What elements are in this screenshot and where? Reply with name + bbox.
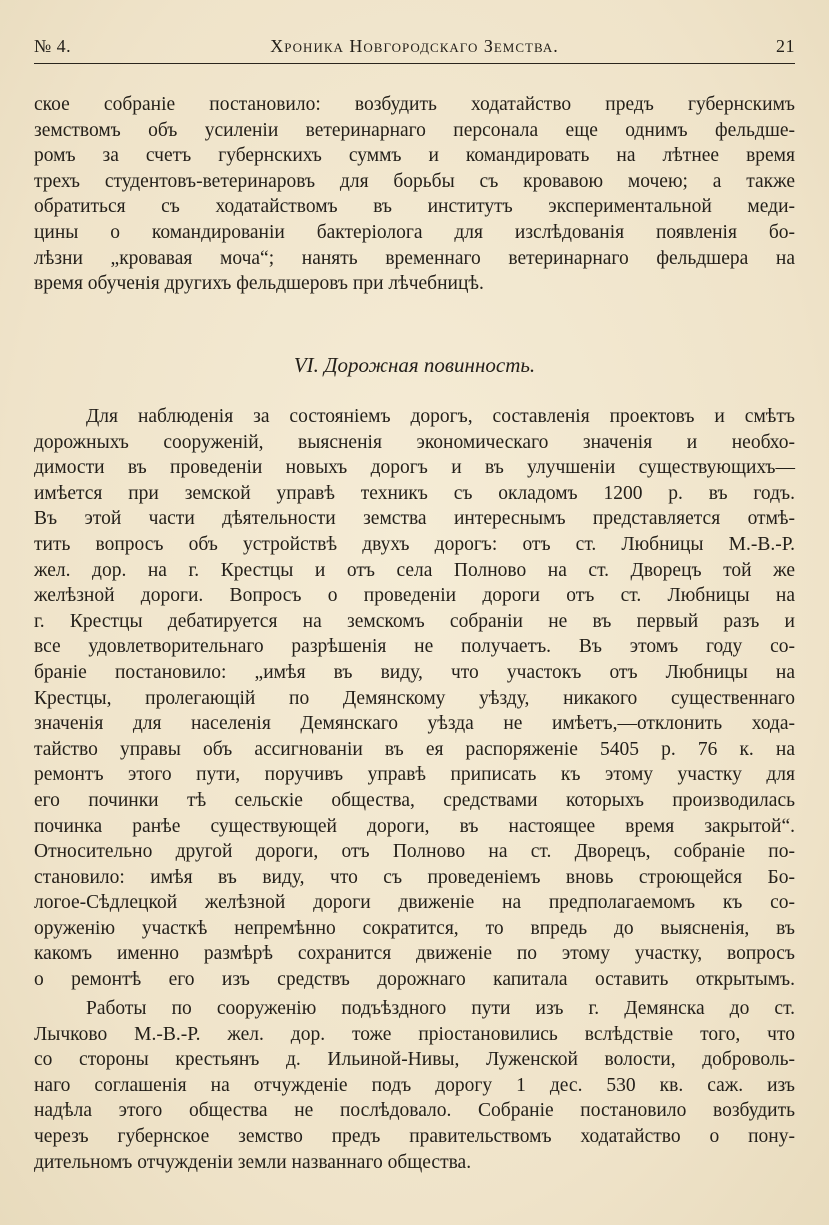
text-line: земствомъ объ усиленіи ветеринарнаго персонала еще однимъ фельдше- [34,119,795,141]
page-number: 21 [776,36,795,56]
text-line: дорожныхъ сооруженій, выясненія экономическаго значенія и необхо- [34,431,795,453]
text-line: его починки тѣ сельскіе общества, средствами которыхъ производилась [34,789,795,811]
text-line: починка ранѣе существующей дороги, въ настоящее время закрытой“. [34,815,795,837]
issue-number: № 4. [34,36,72,56]
text-line: обратиться съ ходатайствомъ въ институтъ экспериментальной меди- [34,196,795,218]
text-line: трехъ студентовъ-ветеринаровъ для борьбы съ кровавою мочею; а также [34,170,795,192]
text-line: Для наблюденія за состояніемъ дорогъ, составленія проектовъ и смѣтъ [86,406,795,427]
text-line: время обученія другихъ фельдшеровъ при лѣчебницѣ. [34,273,484,295]
text-line: оруженію участкѣ непремѣнно сократится, то впредь до выясненія, въ [34,917,795,939]
text-line: тайство управы объ ассигнованіи въ ея распоряженіе 5405 р. 76 к. на [34,738,795,760]
section-heading: VI. Дорожная повинность. [293,353,536,377]
header-rule [34,63,795,64]
paragraph-continuation [34,92,795,297]
text-line: лѣзни „кровавая моча“; нанять временнаго ветеринарнаго фельдшера на [34,247,795,269]
text-line: цины о командированіи бактеріолога для изслѣдованія появленія бо- [34,221,795,243]
text-line: со стороны крестьянъ д. Ильиной-Нивы, Луженской волости, доброволь- [34,1049,795,1071]
text-line: все удовлетворительнаго разрѣшенія не получаетъ. Въ этомъ году со- [34,636,795,658]
text-line: ремонтъ этого пути, поручивъ управѣ приписать къ этому участку для [34,764,795,786]
text-line: Лычково М.-В.-Р. жел. дор. тоже пріостановились вслѣдствіе того, что [34,1023,795,1045]
text-line: ромъ за счетъ губернскихъ суммъ и командировать на лѣтнее время [34,145,795,167]
text-line: Относительно другой дороги, отъ Полново на ст. Дворецъ, собраніе по- [34,841,795,863]
text-line: надѣла этого общества не послѣдовало. Собраніе постановило возбудить [34,1100,795,1122]
text-line: какомъ именно размѣрѣ сохранится движеніе по этому участку, вопросъ [34,943,795,965]
text-line: наго соглашенія на отчужденіе подъ дорогу 1 дес. 530 кв. саж. изъ [34,1074,795,1096]
paragraph-demyansk-road [34,996,795,1175]
journal-title: Хроника Новгородскаго Земства. [270,36,559,56]
text-line: черезъ губернское земство предъ правительствомъ ходатайство о пону- [34,1125,795,1147]
paragraph-road-duty [34,404,795,993]
text-line: браніе постановило: „имѣя въ виду, что участокъ отъ Любницы на [34,661,795,683]
text-line: значенія для населенія Демянскаго уѣзда не имѣетъ,—отклонить хода- [34,713,795,735]
text-line: имѣется при земской управѣ техникъ съ окладомъ 1200 р. въ годъ. [34,482,795,504]
text-line: о ремонтѣ его изъ средствъ дорожнаго капитала оставить открытымъ. [34,969,795,991]
text-line: Въ этой части дѣятельности земства интереснымъ представляется отмѣ- [34,508,795,530]
text-line: Работы по сооруженію подъѣздного пути изъ г. Демянска до ст. [86,998,795,1019]
text-line: димости въ проведеніи новыхъ дорогъ и въ улучшеніи существующихъ— [34,457,795,479]
text-line: логое-Сѣдлецкой желѣзной дороги движеніе на предполагаемомъ къ со- [34,892,795,914]
running-header [34,36,795,64]
text-line: желѣзной дороги. Вопросъ о проведеніи дороги отъ ст. Любницы на [34,585,795,607]
text-line: тить вопросъ объ устройствѣ двухъ дорогъ: отъ ст. Любницы М.-В.-Р. [34,533,795,555]
text-line: становило: имѣя въ виду, что съ проведеніемъ вновь строющейся Бо- [34,866,795,888]
text-line: дительномъ отчужденіи земли названнаго общества. [34,1151,472,1173]
text-line: г. Крестцы дебатируется на земскомъ собраніи не въ первый разъ и [34,610,795,632]
text-line: жел. дор. на г. Крестцы и отъ села Полново на ст. Дворецъ той же [34,559,795,581]
text-line: ское собраніе постановило: возбудить ходатайство предъ губернскимъ [34,94,795,115]
text-line: Крестцы, пролегающій по Демянскому уѣзду, никакого существеннаго [34,687,795,709]
